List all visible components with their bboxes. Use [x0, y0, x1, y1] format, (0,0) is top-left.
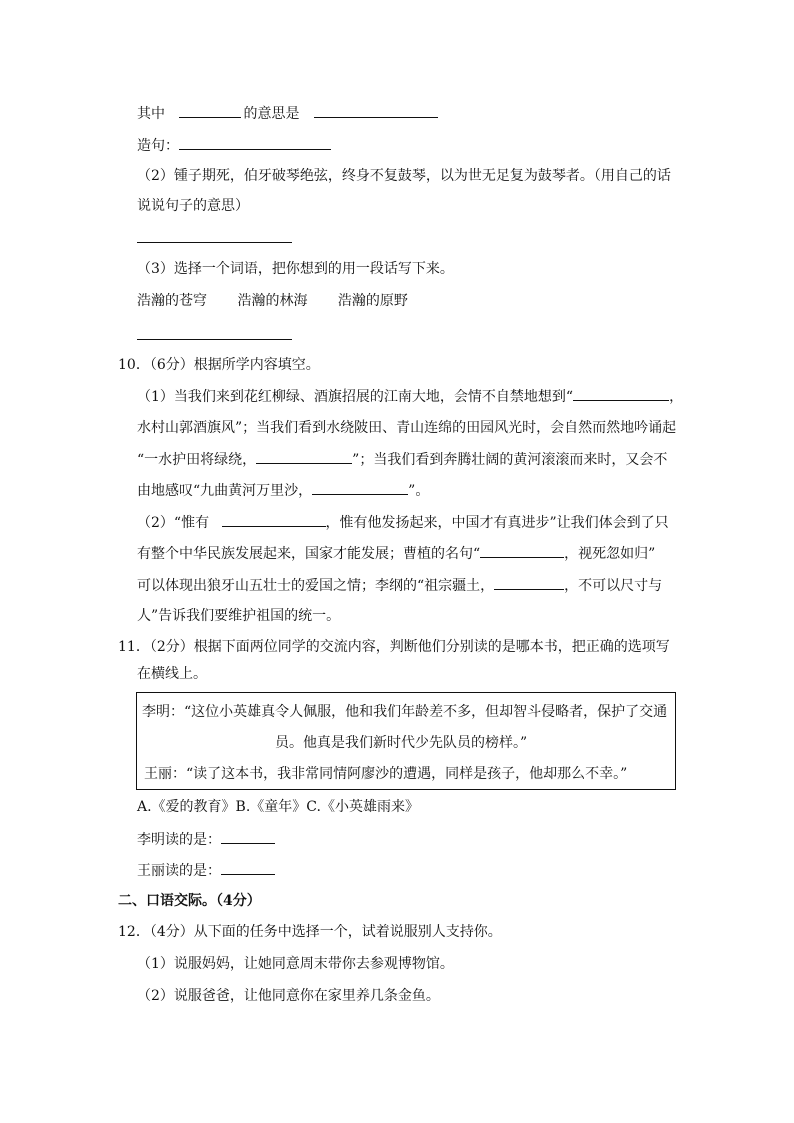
- dialogue-wangli: 王丽：“读了这本书，我非常同情阿廖沙的遭遇，同样是孩子，他却那么不幸。”: [144, 766, 628, 782]
- q10-l3-text: “一水护田将绿绕，: [137, 452, 257, 468]
- q11-options: A.《爱的教育》B.《童年》C.《小英雄雨来》: [137, 799, 419, 815]
- q9-p2-line1: （2）锺子期死，伯牙破琴绝弦，终身不复鼓琴，以为世无足复为鼓琴者。（用自己的话: [137, 168, 671, 184]
- q10-l5-tail: ，惟有他发扬起来，中国才有真进步”让我们体会到了只: [325, 515, 669, 531]
- q10-title: 10．（6分）根据所学内容填空。: [118, 357, 320, 373]
- dialogue-liming-1: 李明：“这位小英雄真令人佩服，他和我们年龄差不多，但却智斗侵略者，保护了交通: [142, 704, 668, 720]
- word-option: 浩瀚的苍穹: [137, 293, 207, 309]
- q9-line1-mid: 的意思是: [243, 106, 300, 122]
- q11-line1: 11．（2分）根据下面两位同学的交流内容，判断他们分别读的是哪本书，把正确的选项写: [118, 639, 670, 655]
- q12-task2: （2）说服爸爸，让他同意你在家里养几条金鱼。: [137, 988, 440, 1004]
- answer-blank[interactable]: [480, 543, 564, 558]
- answer-blank[interactable]: [221, 860, 275, 875]
- answer-blank[interactable]: [573, 386, 669, 401]
- q10-line5: [137, 512, 669, 533]
- q9-words: [137, 291, 408, 311]
- q9-line1: [137, 103, 438, 124]
- q10-line1: [137, 386, 683, 407]
- answer-blank[interactable]: [256, 449, 352, 464]
- answer-blank[interactable]: [494, 575, 564, 590]
- liming-label: 李明读的是：: [137, 832, 221, 848]
- answer-line[interactable]: [137, 339, 292, 340]
- answer-blank[interactable]: [221, 829, 275, 844]
- q10-line4: [137, 480, 429, 501]
- q10-l4-tail: ”。: [408, 483, 430, 499]
- q10-l5-text: （2）“惟有: [137, 515, 210, 531]
- answer-blank[interactable]: [312, 480, 408, 495]
- q9-p3-line1: （3）选择一个词语，把你想到的用一段话写下来。: [137, 261, 454, 277]
- q9-line1-prefix: 其中: [137, 106, 165, 122]
- word-option: 浩瀚的林海: [237, 293, 308, 309]
- q10-line2: 水村山郭酒旗风”；当我们看到水绕陂田、青山连绵的田园风光时，会自然而然地吟诵起: [137, 420, 677, 436]
- q12-task1: （1）说服妈妈，让她同意周末带你去参观博物馆。: [137, 956, 454, 972]
- q9-zaoju: [137, 135, 331, 156]
- q10-l3-tail: ”；当我们看到奔腾壮阔的黄河滚滚而来时，又会不: [352, 452, 668, 468]
- answer-line[interactable]: [137, 242, 292, 243]
- q10-line7: [137, 575, 662, 596]
- q10-l1-text: （1）当我们来到花红柳绿、酒旗招展的江南大地，会情不自禁地想到“: [137, 389, 574, 405]
- answer-blank[interactable]: [179, 135, 331, 150]
- q10-l7-tail: ，不可以尺寸与: [564, 578, 663, 594]
- q10-line6: [137, 543, 655, 564]
- q10-l1-tail: ，: [669, 389, 684, 405]
- answer-blank[interactable]: [222, 512, 326, 527]
- answer-blank[interactable]: [314, 103, 438, 118]
- q10-l4-text: 由地感叹“九曲黄河万里沙，: [137, 483, 313, 499]
- q10-l7-text: 可以体现出狼牙山五壮士的爱国之情；李纲的“祖宗疆土，: [137, 578, 495, 594]
- q11-liming-answer: [137, 829, 275, 850]
- word-option: 浩瀚的原野: [337, 293, 408, 309]
- q11-wangli-answer: [137, 860, 275, 881]
- answer-blank[interactable]: [179, 103, 241, 118]
- q10-line8: 人”告诉我们要维护祖国的统一。: [137, 608, 341, 624]
- wangli-label: 王丽读的是：: [137, 863, 221, 879]
- q11-line2: 在横线上。: [137, 666, 207, 682]
- q10-l6-tail: ，视死忽如归”: [564, 546, 656, 562]
- q12-title: 12．（4分）从下面的任务中选择一个，试着说服别人支持你。: [118, 924, 502, 940]
- q10-l6-text: 有整个中华民族发展起来，国家才能发展；曹植的名句“: [137, 546, 481, 562]
- zaoju-label: 造句：: [137, 138, 179, 154]
- q10-line3: [137, 449, 667, 470]
- q9-p2-line2: 说说句子的意思）: [137, 198, 249, 214]
- dialogue-liming-2: 员。他真是我们新时代少先队员的榜样。”: [275, 735, 528, 751]
- section-title: 二、口语交际。（4分）: [118, 893, 261, 909]
